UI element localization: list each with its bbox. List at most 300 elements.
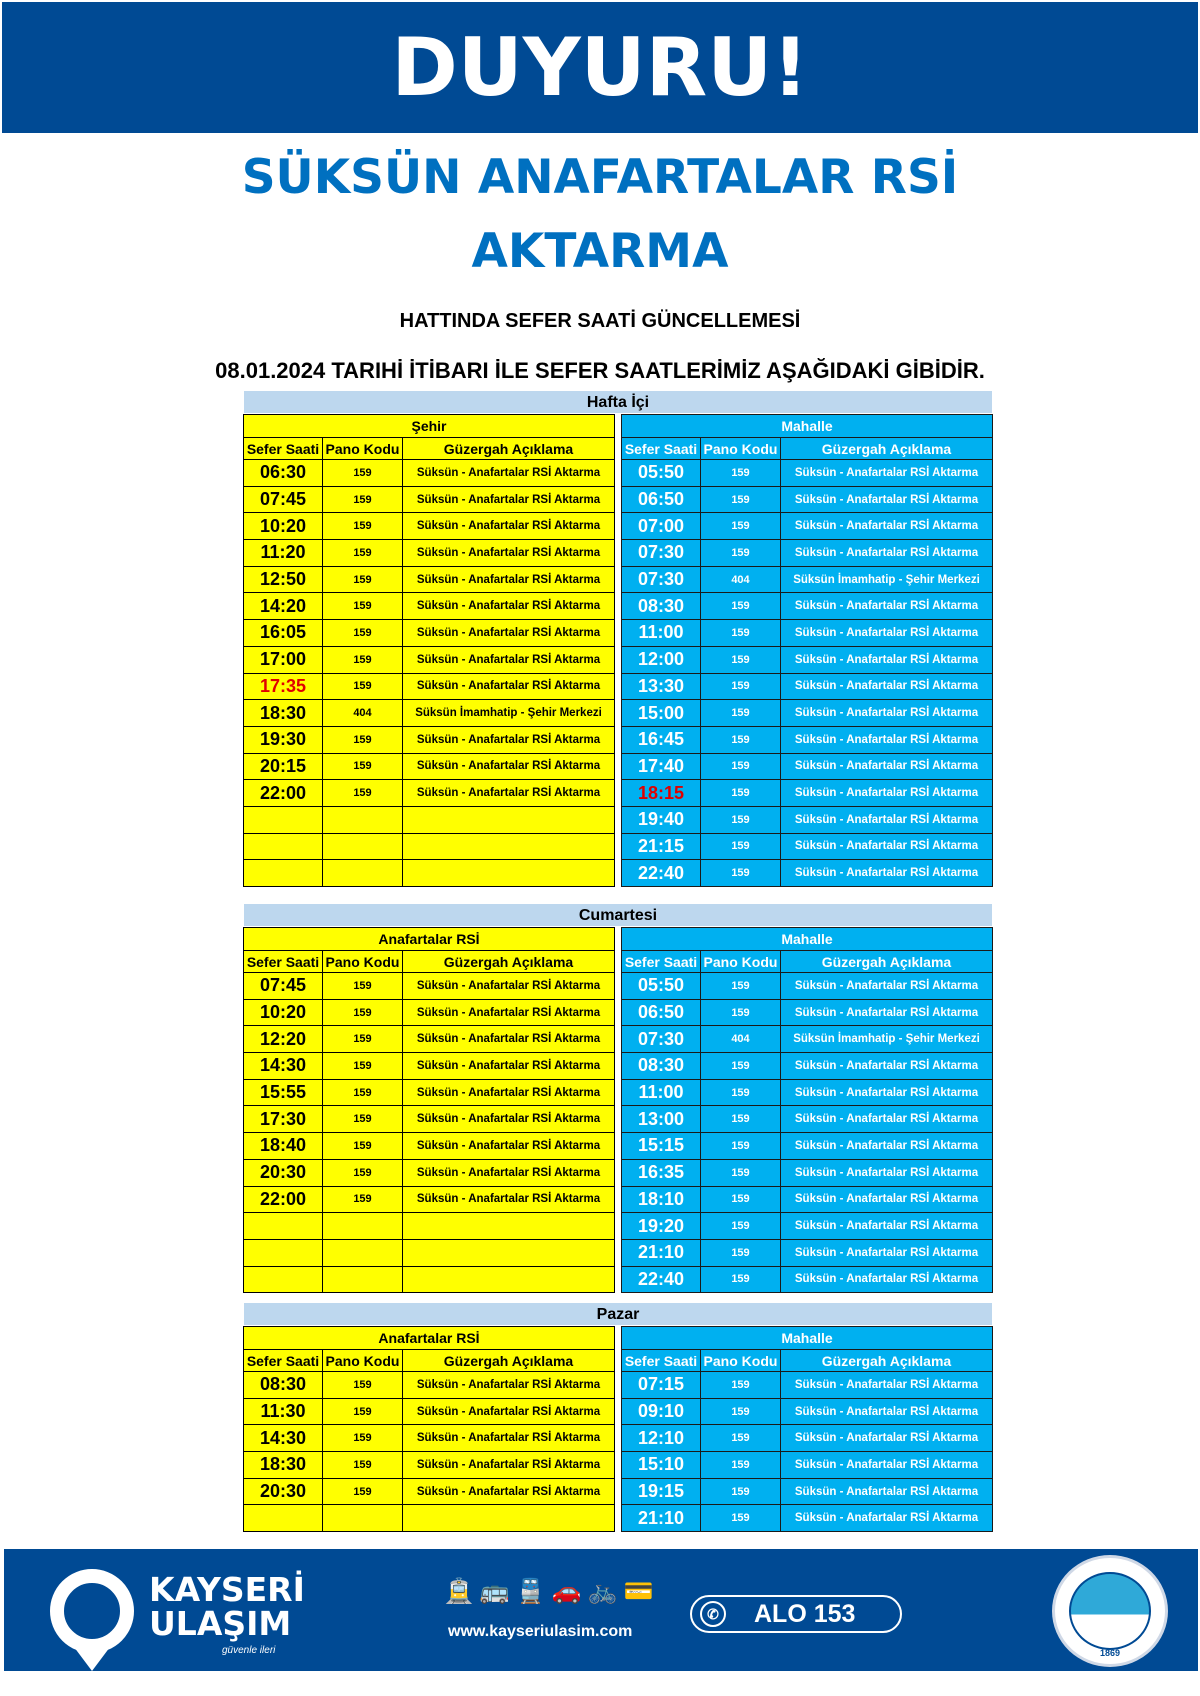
departure-time: 19:20: [622, 1213, 701, 1240]
column-header: Pano Kodu: [701, 1350, 781, 1372]
slogan: güvenle ileri: [222, 1645, 276, 1656]
table-row: [244, 1239, 615, 1266]
route-description: Süksün - Anafartalar RSİ Aktarma: [781, 1159, 993, 1186]
departure-time: 09:10: [622, 1398, 701, 1425]
municipality-seal: [1052, 1555, 1168, 1667]
table-row: [622, 999, 993, 1026]
departure-time: 14:30: [244, 1053, 323, 1080]
route-description: Süksün - Anafartalar RSİ Aktarma: [403, 1425, 615, 1452]
table-row: [244, 1505, 615, 1532]
table-row: [622, 1266, 993, 1293]
parking-icon: 🚗: [551, 1578, 588, 1605]
train-icon: 🚆: [515, 1578, 552, 1605]
route-description: [403, 1213, 615, 1240]
table-row: [244, 486, 615, 513]
route-description: Süksün - Anafartalar RSİ Aktarma: [781, 973, 993, 1000]
table-row: [622, 646, 993, 673]
table-row: [622, 620, 993, 647]
route-code: [323, 860, 403, 887]
route-code: 159: [701, 1372, 781, 1399]
table-row: [622, 566, 993, 593]
announcement-banner: DUYURU!: [2, 2, 1198, 133]
route-code: 159: [701, 1133, 781, 1160]
section-title: Cumartesi: [243, 903, 993, 927]
route-code: 159: [701, 1079, 781, 1106]
departure-time: 16:05: [244, 620, 323, 647]
route-description: Süksün - Anafartalar RSİ Aktarma: [403, 620, 615, 647]
route-description: Süksün - Anafartalar RSİ Aktarma: [403, 1478, 615, 1505]
table-row: [622, 486, 993, 513]
route-code: 159: [701, 1053, 781, 1080]
table-row: [622, 460, 993, 487]
table-row: [622, 753, 993, 780]
right-timetable: [621, 1326, 993, 1532]
section-title: Pazar: [243, 1302, 993, 1326]
departure-time: 08:30: [622, 1053, 701, 1080]
table-row: [622, 1239, 993, 1266]
route-description: Süksün - Anafartalar RSİ Aktarma: [781, 860, 993, 887]
group-title: Mahalle: [622, 1327, 993, 1350]
departure-time: 21:10: [622, 1505, 701, 1532]
route-description: Süksün - Anafartalar RSİ Aktarma: [403, 1079, 615, 1106]
table-row: [244, 860, 615, 887]
table-row: [244, 1159, 615, 1186]
route-code: 159: [323, 1425, 403, 1452]
table-row: [622, 673, 993, 700]
departure-time: 08:30: [622, 593, 701, 620]
column-header: Sefer Saati: [244, 1350, 323, 1372]
route-description: Süksün İmamhatip - Şehir Merkezi: [781, 1026, 993, 1053]
table-row: [622, 540, 993, 567]
route-code: 159: [701, 999, 781, 1026]
column-header: Güzergah Açıklama: [403, 951, 615, 973]
left-timetable: [243, 1326, 615, 1532]
route-description: Süksün - Anafartalar RSİ Aktarma: [781, 620, 993, 647]
table-row: [244, 1213, 615, 1240]
schedule-1: [243, 903, 993, 1293]
route-code: 159: [323, 1079, 403, 1106]
route-code: [323, 1505, 403, 1532]
route-code: 159: [701, 673, 781, 700]
table-row: [622, 1026, 993, 1053]
route-code: 159: [701, 513, 781, 540]
footer: [4, 1549, 1198, 1671]
route-code: [323, 1266, 403, 1293]
departure-time: 07:30: [622, 1026, 701, 1053]
table-row: [622, 1186, 993, 1213]
table-row: [622, 1133, 993, 1160]
route-description: Süksün - Anafartalar RSİ Aktarma: [781, 833, 993, 860]
departure-time: 17:35: [244, 673, 323, 700]
table-row: [244, 1452, 615, 1479]
route-code: 159: [323, 753, 403, 780]
route-code: 159: [701, 806, 781, 833]
route-code: 159: [323, 646, 403, 673]
departure-time: 08:30: [244, 1372, 323, 1399]
column-header: Pano Kodu: [701, 951, 781, 973]
departure-time: 22:00: [244, 1186, 323, 1213]
route-code: 159: [701, 1186, 781, 1213]
table-row: [244, 753, 615, 780]
table-row: [622, 1398, 993, 1425]
route-description: Süksün - Anafartalar RSİ Aktarma: [403, 673, 615, 700]
route-description: Süksün - Anafartalar RSİ Aktarma: [403, 540, 615, 567]
column-header: Sefer Saati: [622, 438, 701, 460]
route-description: Süksün - Anafartalar RSİ Aktarma: [781, 1053, 993, 1080]
departure-time: [244, 1213, 323, 1240]
departure-time: 05:50: [622, 973, 701, 1000]
tram-icon: 🚊: [444, 1578, 480, 1605]
route-code: 159: [323, 1478, 403, 1505]
route-description: Süksün - Anafartalar RSİ Aktarma: [403, 753, 615, 780]
route-description: Süksün - Anafartalar RSİ Aktarma: [781, 1372, 993, 1399]
logo-pin-tail: [68, 1639, 116, 1671]
route-code: 159: [701, 780, 781, 807]
route-code: 159: [323, 460, 403, 487]
departure-time: 18:30: [244, 1452, 323, 1479]
departure-time: 06:30: [244, 460, 323, 487]
route-description: Süksün - Anafartalar RSİ Aktarma: [781, 1425, 993, 1452]
route-description: Süksün - Anafartalar RSİ Aktarma: [781, 753, 993, 780]
route-code: 404: [323, 700, 403, 727]
table-row: [244, 973, 615, 1000]
route-description: Süksün - Anafartalar RSİ Aktarma: [403, 726, 615, 753]
route-code: [323, 833, 403, 860]
table-row: [622, 700, 993, 727]
departure-time: [244, 833, 323, 860]
departure-time: 17:40: [622, 753, 701, 780]
group-title: Mahalle: [622, 928, 993, 951]
route-code: 159: [323, 999, 403, 1026]
route-description: Süksün - Anafartalar RSİ Aktarma: [781, 999, 993, 1026]
departure-time: 07:45: [244, 973, 323, 1000]
right-timetable: [621, 414, 993, 887]
table-row: [244, 1026, 615, 1053]
route-description: [403, 860, 615, 887]
departure-time: 21:15: [622, 833, 701, 860]
route-description: Süksün - Anafartalar RSİ Aktarma: [781, 1079, 993, 1106]
departure-time: 15:00: [622, 700, 701, 727]
schedule-2: [243, 1302, 993, 1532]
departure-time: 10:20: [244, 999, 323, 1026]
route-description: Süksün - Anafartalar RSİ Aktarma: [781, 460, 993, 487]
route-description: Süksün - Anafartalar RSİ Aktarma: [781, 1239, 993, 1266]
departure-time: 10:20: [244, 513, 323, 540]
route-description: [403, 833, 615, 860]
table-row: [244, 1133, 615, 1160]
departure-time: [244, 806, 323, 833]
route-description: [403, 806, 615, 833]
route-description: Süksün - Anafartalar RSİ Aktarma: [403, 1186, 615, 1213]
departure-time: 18:15: [622, 780, 701, 807]
table-row: [244, 1053, 615, 1080]
departure-time: 20:30: [244, 1478, 323, 1505]
table-row: [622, 1425, 993, 1452]
card-icon: 💳: [623, 1578, 660, 1605]
route-code: 159: [701, 1478, 781, 1505]
route-code: 159: [323, 620, 403, 647]
departure-time: 18:30: [244, 700, 323, 727]
route-description: [403, 1239, 615, 1266]
table-row: [244, 1425, 615, 1452]
section-title: Hafta İçi: [243, 390, 993, 414]
website-link[interactable]: www.kayseriulasim.com: [448, 1623, 633, 1640]
table-row: [244, 566, 615, 593]
departure-time: 07:30: [622, 566, 701, 593]
route-code: 159: [323, 1452, 403, 1479]
route-description: Süksün - Anafartalar RSİ Aktarma: [403, 780, 615, 807]
route-code: 159: [701, 1505, 781, 1532]
route-code: 159: [701, 1425, 781, 1452]
route-code: 404: [701, 566, 781, 593]
departure-time: 07:45: [244, 486, 323, 513]
table-row: [622, 1372, 993, 1399]
route-description: Süksün - Anafartalar RSİ Aktarma: [403, 1159, 615, 1186]
route-code: 159: [701, 1266, 781, 1293]
table-row: [244, 1106, 615, 1133]
route-description: Süksün - Anafartalar RSİ Aktarma: [403, 486, 615, 513]
route-description: Süksün - Anafartalar RSİ Aktarma: [781, 486, 993, 513]
table-row: [622, 1505, 993, 1532]
brand-name: [149, 1570, 305, 1643]
route-description: Süksün - Anafartalar RSİ Aktarma: [403, 593, 615, 620]
table-row: [622, 806, 993, 833]
table-row: [244, 593, 615, 620]
route-code: 159: [323, 1133, 403, 1160]
bus-icon: 🚌: [479, 1578, 516, 1605]
column-header: Sefer Saati: [622, 1350, 701, 1372]
route-description: Süksün - Anafartalar RSİ Aktarma: [403, 1372, 615, 1399]
route-description: Süksün - Anafartalar RSİ Aktarma: [403, 973, 615, 1000]
column-header: Sefer Saati: [244, 438, 323, 460]
departure-time: 12:50: [244, 566, 323, 593]
route-code: 159: [701, 833, 781, 860]
route-code: 404: [701, 1026, 781, 1053]
table-row: [244, 726, 615, 753]
column-header: Pano Kodu: [323, 951, 403, 973]
departure-time: 12:10: [622, 1425, 701, 1452]
route-description: Süksün - Anafartalar RSİ Aktarma: [781, 726, 993, 753]
route-code: 159: [701, 620, 781, 647]
route-code: 159: [323, 486, 403, 513]
route-description: Süksün - Anafartalar RSİ Aktarma: [403, 646, 615, 673]
subtitle: HATTINDA SEFER SAATİ GÜNCELLEMESİ: [399, 310, 801, 332]
table-row: [244, 513, 615, 540]
route-code: 159: [701, 1239, 781, 1266]
column-header: Pano Kodu: [323, 1350, 403, 1372]
route-description: Süksün - Anafartalar RSİ Aktarma: [403, 1398, 615, 1425]
title-line-2: AKTARMA: [471, 224, 729, 279]
table-row: [622, 513, 993, 540]
table-row: [244, 833, 615, 860]
departure-time: 11:00: [622, 1079, 701, 1106]
route-code: 159: [323, 1106, 403, 1133]
table-row: [622, 1106, 993, 1133]
table-row: [622, 860, 993, 887]
route-code: [323, 1239, 403, 1266]
departure-time: 07:15: [622, 1372, 701, 1399]
bicycle-icon: 🚲: [587, 1578, 624, 1605]
route-code: 159: [701, 1106, 781, 1133]
departure-time: 19:40: [622, 806, 701, 833]
route-description: Süksün - Anafartalar RSİ Aktarma: [781, 1133, 993, 1160]
route-code: 159: [323, 673, 403, 700]
departure-time: 19:30: [244, 726, 323, 753]
departure-time: 11:00: [622, 620, 701, 647]
column-header: Güzergah Açıklama: [403, 438, 615, 460]
departure-time: 11:20: [244, 540, 323, 567]
departure-time: 13:30: [622, 673, 701, 700]
table-row: [622, 1478, 993, 1505]
route-code: 159: [701, 700, 781, 727]
table-row: [622, 1452, 993, 1479]
route-code: 159: [323, 726, 403, 753]
schedule-0: [243, 390, 993, 887]
table-row: [244, 540, 615, 567]
table-row: [244, 1186, 615, 1213]
departure-time: 15:10: [622, 1452, 701, 1479]
route-code: 159: [701, 1398, 781, 1425]
hotline-number: ALO 153: [754, 1600, 856, 1628]
route-description: Süksün - Anafartalar RSİ Aktarma: [781, 513, 993, 540]
table-row: [244, 460, 615, 487]
group-title: Anafartalar RSİ: [244, 928, 615, 951]
column-header: Sefer Saati: [622, 951, 701, 973]
route-description: Süksün - Anafartalar RSİ Aktarma: [403, 513, 615, 540]
departure-time: 18:10: [622, 1186, 701, 1213]
departure-time: 16:35: [622, 1159, 701, 1186]
column-header: Güzergah Açıklama: [781, 951, 993, 973]
route-description: Süksün İmamhatip - Şehir Merkezi: [781, 566, 993, 593]
route-description: Süksün - Anafartalar RSİ Aktarma: [403, 566, 615, 593]
route-description: Süksün - Anafartalar RSİ Aktarma: [781, 1478, 993, 1505]
table-row: [244, 700, 615, 727]
departure-time: 07:00: [622, 513, 701, 540]
route-description: Süksün - Anafartalar RSİ Aktarma: [403, 460, 615, 487]
departure-time: 22:40: [622, 1266, 701, 1293]
transport-icons: [444, 1577, 659, 1606]
departure-time: 06:50: [622, 999, 701, 1026]
route-description: Süksün - Anafartalar RSİ Aktarma: [403, 1106, 615, 1133]
departure-time: 19:15: [622, 1478, 701, 1505]
route-code: 159: [323, 513, 403, 540]
route-code: 159: [701, 646, 781, 673]
departure-time: [244, 860, 323, 887]
route-code: 159: [701, 726, 781, 753]
departure-time: 17:00: [244, 646, 323, 673]
column-header: Güzergah Açıklama: [781, 438, 993, 460]
table-row: [622, 833, 993, 860]
departure-time: 14:30: [244, 1425, 323, 1452]
route-code: 159: [323, 1159, 403, 1186]
departure-time: [244, 1505, 323, 1532]
route-code: 159: [701, 1159, 781, 1186]
route-description: Süksün - Anafartalar RSİ Aktarma: [781, 700, 993, 727]
departure-time: 14:20: [244, 593, 323, 620]
route-description: Süksün - Anafartalar RSİ Aktarma: [781, 1266, 993, 1293]
departure-time: [244, 1266, 323, 1293]
departure-time: 20:30: [244, 1159, 323, 1186]
departure-time: 18:40: [244, 1133, 323, 1160]
group-title: Şehir: [244, 415, 615, 438]
route-description: Süksün - Anafartalar RSİ Aktarma: [781, 1398, 993, 1425]
route-code: [323, 806, 403, 833]
table-row: [244, 1266, 615, 1293]
table-row: [622, 1159, 993, 1186]
phone-icon: ✆: [700, 1601, 726, 1627]
route-description: Süksün - Anafartalar RSİ Aktarma: [403, 1053, 615, 1080]
table-row: [622, 780, 993, 807]
route-code: [323, 1213, 403, 1240]
brand-line-1: KAYSERİ: [149, 1570, 305, 1609]
route-code: 159: [701, 973, 781, 1000]
route-code: 159: [323, 1186, 403, 1213]
route-description: Süksün - Anafartalar RSİ Aktarma: [403, 1026, 615, 1053]
route-code: 159: [323, 1398, 403, 1425]
route-code: 159: [701, 1213, 781, 1240]
departure-time: [244, 1239, 323, 1266]
departure-time: 16:45: [622, 726, 701, 753]
departure-time: 06:50: [622, 486, 701, 513]
departure-time: 22:40: [622, 860, 701, 887]
route-code: 159: [323, 1026, 403, 1053]
departure-time: 13:00: [622, 1106, 701, 1133]
date-line: 08.01.2024 TARIHİ İTİBARI İLE SEFER SAATLERİMİZ AŞAĞIDAKİ GİBİDİR.: [215, 358, 985, 383]
departure-time: 07:30: [622, 540, 701, 567]
hotline-badge[interactable]: [690, 1595, 902, 1633]
departure-time: 12:00: [622, 646, 701, 673]
table-row: [622, 1053, 993, 1080]
route-code: 159: [701, 860, 781, 887]
column-header: Güzergah Açıklama: [403, 1350, 615, 1372]
route-code: 159: [323, 540, 403, 567]
route-code: 159: [323, 780, 403, 807]
group-title: Mahalle: [622, 415, 993, 438]
route-code: 159: [701, 753, 781, 780]
route-code: 159: [323, 973, 403, 1000]
column-header: Pano Kodu: [323, 438, 403, 460]
departure-time: 15:15: [622, 1133, 701, 1160]
departure-time: 05:50: [622, 460, 701, 487]
mountain-emblem-icon: [1069, 1572, 1151, 1650]
table-row: [244, 1079, 615, 1106]
table-row: [622, 973, 993, 1000]
route-code: 159: [701, 540, 781, 567]
table-row: [244, 673, 615, 700]
route-code: 159: [323, 566, 403, 593]
route-code: 159: [701, 460, 781, 487]
departure-time: 21:10: [622, 1239, 701, 1266]
table-row: [244, 780, 615, 807]
brand-line-2: ULAŞIM: [149, 1604, 292, 1643]
route-description: Süksün - Anafartalar RSİ Aktarma: [781, 780, 993, 807]
route-code: 159: [701, 486, 781, 513]
route-description: [403, 1266, 615, 1293]
table-row: [622, 1079, 993, 1106]
route-description: Süksün - Anafartalar RSİ Aktarma: [781, 1505, 993, 1532]
route-description: Süksün - Anafartalar RSİ Aktarma: [403, 1452, 615, 1479]
route-description: Süksün - Anafartalar RSİ Aktarma: [781, 540, 993, 567]
route-description: Süksün - Anafartalar RSİ Aktarma: [781, 806, 993, 833]
route-code: 159: [701, 593, 781, 620]
route-description: Süksün - Anafartalar RSİ Aktarma: [781, 1213, 993, 1240]
route-description: Süksün - Anafartalar RSİ Aktarma: [781, 1106, 993, 1133]
column-header: Pano Kodu: [701, 438, 781, 460]
table-row: [622, 1213, 993, 1240]
route-description: Süksün - Anafartalar RSİ Aktarma: [781, 673, 993, 700]
seal-year: 1869: [1099, 1648, 1121, 1658]
title-line-1: SÜKSÜN ANAFARTALAR RSİ: [241, 150, 959, 205]
